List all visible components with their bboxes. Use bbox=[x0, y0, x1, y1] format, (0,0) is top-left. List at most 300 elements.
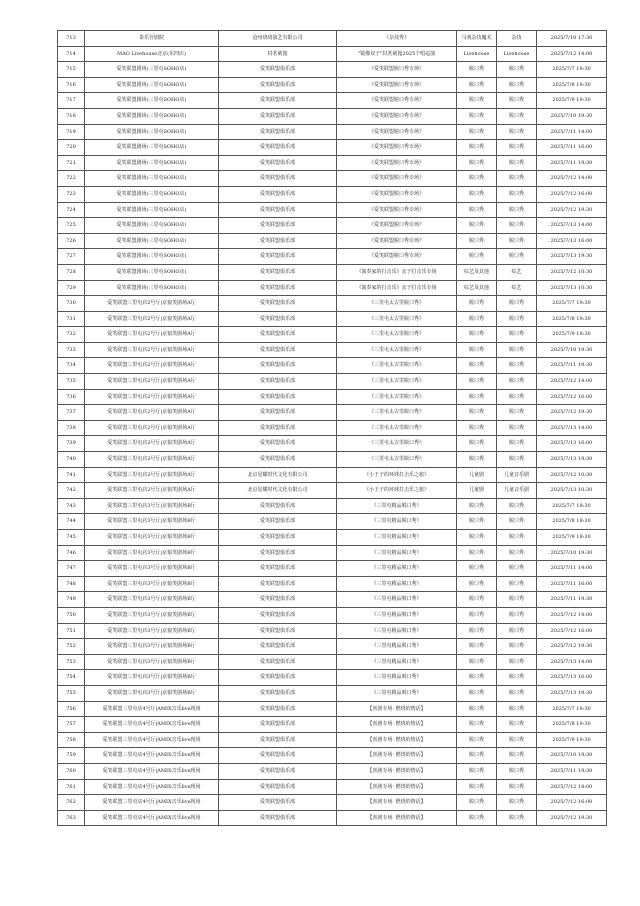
organizer-cell: 爱笑联盟俱乐部 bbox=[219, 202, 337, 218]
subcategory-cell: 杂技 bbox=[497, 31, 537, 47]
table-row bbox=[58, 405, 607, 421]
row-number-cell: 722 bbox=[58, 171, 85, 187]
show-title-cell: 《三里屯精品脱口秀》 bbox=[337, 654, 457, 670]
subcategory-cell: 脱口秀 bbox=[497, 405, 537, 421]
show-title-cell: 《爱笑联盟脱口秀专场》 bbox=[337, 124, 457, 140]
table-row bbox=[58, 296, 607, 312]
venue-cell: 爱笑联盟剧场(三里屯SOHO店) bbox=[85, 140, 219, 156]
row-number-cell: 750 bbox=[58, 607, 85, 623]
table-row bbox=[58, 701, 607, 717]
venue-cell: 爱笑联盟剧场(三里屯SOHO店) bbox=[85, 108, 219, 124]
venue-cell: 爱笑联盟三里屯店4号厅|AMIX音乐live现场 bbox=[85, 779, 219, 795]
organizer-cell: 爱笑联盟俱乐部 bbox=[219, 264, 337, 280]
row-number-cell: 730 bbox=[58, 296, 85, 312]
row-number-cell: 746 bbox=[58, 545, 85, 561]
datetime-cell: 2025/7/8 19:30 bbox=[537, 717, 607, 733]
datetime-cell: 2025/7/10 19:30 bbox=[537, 108, 607, 124]
subcategory-cell: 脱口秀 bbox=[497, 342, 537, 358]
show-title-cell: 【喜剧专场· 燃烧的情话】 bbox=[337, 779, 457, 795]
show-title-cell: 《三里屯太古里脱口秀》 bbox=[337, 358, 457, 374]
venue-cell: 爱笑联盟三里屯店2号厅|京狼笑剧场A厅 bbox=[85, 405, 219, 421]
datetime-cell: 2025/7/13 14:00 bbox=[537, 654, 607, 670]
row-number-cell: 724 bbox=[58, 202, 85, 218]
subcategory-cell: 脱口秀 bbox=[497, 186, 537, 202]
organizer-cell: 爱笑联盟俱乐部 bbox=[219, 592, 337, 608]
venue-cell: 爱笑联盟三里屯店3号厅|京狼笑剧场B厅 bbox=[85, 530, 219, 546]
show-title-cell: 《爱笑联盟脱口秀专场》 bbox=[337, 249, 457, 265]
category-cell: 脱口秀 bbox=[457, 530, 497, 546]
organizer-cell: 爱笑联盟俱乐部 bbox=[219, 763, 337, 779]
row-number-cell: 752 bbox=[58, 639, 85, 655]
venue-cell: 爱笑联盟三里屯店3号厅|京狼笑剧场B厅 bbox=[85, 654, 219, 670]
table-row bbox=[58, 233, 607, 249]
row-number-cell: 740 bbox=[58, 452, 85, 468]
venue-cell: 爱笑联盟剧场(三里屯SOHO店) bbox=[85, 124, 219, 140]
subcategory-cell: 综艺 bbox=[497, 280, 537, 296]
table-row bbox=[58, 639, 607, 655]
venue-cell: 爱笑联盟三里屯店4号厅|AMIX音乐live现场 bbox=[85, 732, 219, 748]
table-row bbox=[58, 763, 607, 779]
subcategory-cell: 脱口秀 bbox=[497, 717, 537, 733]
datetime-cell: 2025/7/12 19:30 bbox=[537, 202, 607, 218]
datetime-cell: 2025/7/9 19:30 bbox=[537, 732, 607, 748]
show-title-cell: 《三里屯太古里脱口秀》 bbox=[337, 405, 457, 421]
subcategory-cell: Livehouse bbox=[497, 46, 537, 62]
organizer-cell: 爱笑联盟俱乐部 bbox=[219, 685, 337, 701]
category-cell: 脱口秀 bbox=[457, 202, 497, 218]
category-cell: 脱口秀 bbox=[457, 327, 497, 343]
venue-cell: 爱笑联盟三里屯店3号厅|京狼笑剧场B厅 bbox=[85, 639, 219, 655]
category-cell: 脱口秀 bbox=[457, 93, 497, 109]
category-cell: 脱口秀 bbox=[457, 654, 497, 670]
venue-cell: 爱笑联盟三里屯店2号厅|京狼笑剧场A厅 bbox=[85, 436, 219, 452]
table-row bbox=[58, 280, 607, 296]
subcategory-cell: 综艺 bbox=[497, 264, 537, 280]
datetime-cell: 2025/7/13 14:00 bbox=[537, 420, 607, 436]
subcategory-cell: 脱口秀 bbox=[497, 639, 537, 655]
table-row bbox=[58, 498, 607, 514]
venue-cell: 爱笑联盟三里屯店4号厅|AMIX音乐live现场 bbox=[85, 810, 219, 826]
table-row bbox=[58, 140, 607, 156]
show-title-cell: 【喜剧专场· 燃烧的情话】 bbox=[337, 795, 457, 811]
organizer-cell: 爱笑联盟俱乐部 bbox=[219, 93, 337, 109]
subcategory-cell: 脱口秀 bbox=[497, 62, 537, 78]
subcategory-cell: 脱口秀 bbox=[497, 685, 537, 701]
show-title-cell: 《三里屯精品脱口秀》 bbox=[337, 623, 457, 639]
show-title-cell: 《爱笑联盟脱口秀专场》 bbox=[337, 77, 457, 93]
show-title-cell: 《三里屯精品脱口秀》 bbox=[337, 530, 457, 546]
show-title-cell: 《三里屯精品脱口秀》 bbox=[337, 545, 457, 561]
subcategory-cell: 脱口秀 bbox=[497, 576, 537, 592]
table-row bbox=[58, 685, 607, 701]
subcategory-cell: 脱口秀 bbox=[497, 218, 537, 234]
subcategory-cell: 脱口秀 bbox=[497, 327, 537, 343]
datetime-cell: 2025/7/11 19:30 bbox=[537, 763, 607, 779]
datetime-cell: 2025/7/8 19:30 bbox=[537, 77, 607, 93]
organizer-cell: 爱笑联盟俱乐部 bbox=[219, 155, 337, 171]
category-cell: 脱口秀 bbox=[457, 249, 497, 265]
datetime-cell: 2025/7/13 10:30 bbox=[537, 280, 607, 296]
subcategory-cell: 脱口秀 bbox=[497, 374, 537, 390]
datetime-cell: 2025/7/10 19:30 bbox=[537, 545, 607, 561]
row-number-cell: 741 bbox=[58, 467, 85, 483]
datetime-cell: 2025/7/13 16:00 bbox=[537, 233, 607, 249]
datetime-cell: 2025/7/7 19:30 bbox=[537, 701, 607, 717]
show-title-cell: 【喜剧专场· 燃烧的情话】 bbox=[337, 748, 457, 764]
show-title-cell: 《三里屯精品脱口秀》 bbox=[337, 514, 457, 530]
datetime-cell: 2025/7/12 14:00 bbox=[537, 46, 607, 62]
category-cell: 脱口秀 bbox=[457, 717, 497, 733]
row-number-cell: 745 bbox=[58, 530, 85, 546]
show-title-cell: 《爱笑联盟脱口秀专场》 bbox=[337, 171, 457, 187]
show-title-cell: 《三里屯精品脱口秀》 bbox=[337, 639, 457, 655]
organizer-cell: 爱笑联盟俱乐部 bbox=[219, 670, 337, 686]
table-row bbox=[58, 592, 607, 608]
subcategory-cell: 脱口秀 bbox=[497, 249, 537, 265]
category-cell: 综艺及其他 bbox=[457, 280, 497, 296]
row-number-cell: 727 bbox=[58, 249, 85, 265]
datetime-cell: 2025/7/12 10:30 bbox=[537, 467, 607, 483]
organizer-cell: 爱笑联盟俱乐部 bbox=[219, 374, 337, 390]
table-row bbox=[58, 810, 607, 826]
venue-cell: 泰乐宫剧院 bbox=[85, 31, 219, 47]
subcategory-cell: 脱口秀 bbox=[497, 155, 537, 171]
organizer-cell: 爱笑联盟俱乐部 bbox=[219, 607, 337, 623]
table-row bbox=[58, 420, 607, 436]
category-cell: 脱口秀 bbox=[457, 155, 497, 171]
datetime-cell: 2025/7/12 19:30 bbox=[537, 639, 607, 655]
category-cell: 脱口秀 bbox=[457, 607, 497, 623]
row-number-cell: 715 bbox=[58, 62, 85, 78]
show-title-cell: 《三里屯太古里脱口秀》 bbox=[337, 342, 457, 358]
table-row bbox=[58, 311, 607, 327]
category-cell: 脱口秀 bbox=[457, 576, 497, 592]
row-number-cell: 748 bbox=[58, 576, 85, 592]
venue-cell: 爱笑联盟三里屯店3号厅|京狼笑剧场B厅 bbox=[85, 514, 219, 530]
datetime-cell: 2025/7/11 19:30 bbox=[537, 358, 607, 374]
document-page bbox=[57, 30, 593, 826]
subcategory-cell: 脱口秀 bbox=[497, 701, 537, 717]
datetime-cell: 2025/7/7 19:30 bbox=[537, 62, 607, 78]
datetime-cell: 2025/7/10 17:30 bbox=[537, 31, 607, 47]
category-cell: 脱口秀 bbox=[457, 140, 497, 156]
organizer-cell: 爱笑联盟俱乐部 bbox=[219, 717, 337, 733]
organizer-cell: 爱笑联盟俱乐部 bbox=[219, 186, 337, 202]
venue-cell: 爱笑联盟剧场(三里屯SOHO店) bbox=[85, 233, 219, 249]
row-number-cell: 763 bbox=[58, 810, 85, 826]
datetime-cell: 2025/7/12 16:00 bbox=[537, 186, 607, 202]
row-number-cell: 718 bbox=[58, 108, 85, 124]
show-title-cell: 《爱笑联盟脱口秀专场》 bbox=[337, 155, 457, 171]
row-number-cell: 744 bbox=[58, 514, 85, 530]
show-title-cell: 《爱笑联盟脱口秀专场》 bbox=[337, 202, 457, 218]
datetime-cell: 2025/7/12 14:00 bbox=[537, 779, 607, 795]
category-cell: 脱口秀 bbox=[457, 296, 497, 312]
venue-cell: MAO Livehouse北京(东四店) bbox=[85, 46, 219, 62]
show-title-cell: 《三里屯太古里脱口秀》 bbox=[337, 374, 457, 390]
row-number-cell: 728 bbox=[58, 264, 85, 280]
organizer-cell: 爱笑联盟俱乐部 bbox=[219, 218, 337, 234]
table-row bbox=[58, 46, 607, 62]
subcategory-cell: 脱口秀 bbox=[497, 420, 537, 436]
table-body bbox=[58, 31, 607, 826]
category-cell: 脱口秀 bbox=[457, 311, 497, 327]
datetime-cell: 2025/7/13 19:30 bbox=[537, 249, 607, 265]
subcategory-cell: 脱口秀 bbox=[497, 108, 537, 124]
subcategory-cell: 脱口秀 bbox=[497, 93, 537, 109]
venue-cell: 爱笑联盟剧场(三里屯SOHO店) bbox=[85, 249, 219, 265]
table-row bbox=[58, 374, 607, 390]
datetime-cell: 2025/7/13 10:30 bbox=[537, 483, 607, 499]
datetime-cell: 2025/7/7 19:30 bbox=[537, 296, 607, 312]
category-cell: 脱口秀 bbox=[457, 420, 497, 436]
organizer-cell: 爱笑联盟俱乐部 bbox=[219, 748, 337, 764]
category-cell: 脱口秀 bbox=[457, 545, 497, 561]
category-cell: 脱口秀 bbox=[457, 810, 497, 826]
organizer-cell: 爱笑联盟俱乐部 bbox=[219, 62, 337, 78]
subcategory-cell: 脱口秀 bbox=[497, 389, 537, 405]
row-number-cell: 716 bbox=[58, 77, 85, 93]
venue-cell: 爱笑联盟三里屯店4号厅|AMIX音乐live现场 bbox=[85, 748, 219, 764]
show-title-cell: 《演奏家的打击乐》亲子打击乐专场 bbox=[337, 280, 457, 296]
row-number-cell: 743 bbox=[58, 498, 85, 514]
venue-cell: 爱笑联盟三里屯店3号厅|京狼笑剧场B厅 bbox=[85, 561, 219, 577]
row-number-cell: 729 bbox=[58, 280, 85, 296]
table-row bbox=[58, 483, 607, 499]
row-number-cell: 737 bbox=[58, 405, 85, 421]
subcategory-cell: 脱口秀 bbox=[497, 498, 537, 514]
organizer-cell: 爱笑联盟俱乐部 bbox=[219, 342, 337, 358]
table-row bbox=[58, 670, 607, 686]
row-number-cell: 754 bbox=[58, 670, 85, 686]
show-title-cell: 《三里屯精品脱口秀》 bbox=[337, 498, 457, 514]
subcategory-cell: 脱口秀 bbox=[497, 514, 537, 530]
table-row bbox=[58, 514, 607, 530]
show-title-cell: 《三里屯精品脱口秀》 bbox=[337, 561, 457, 577]
table-row bbox=[58, 795, 607, 811]
subcategory-cell: 脱口秀 bbox=[497, 561, 537, 577]
row-number-cell: 751 bbox=[58, 623, 85, 639]
subcategory-cell: 脱口秀 bbox=[497, 670, 537, 686]
row-number-cell: 731 bbox=[58, 311, 85, 327]
table-row bbox=[58, 389, 607, 405]
show-title-cell: 《三里屯太古里脱口秀》 bbox=[337, 311, 457, 327]
row-number-cell: 721 bbox=[58, 155, 85, 171]
category-cell: 脱口秀 bbox=[457, 405, 497, 421]
row-number-cell: 725 bbox=[58, 218, 85, 234]
organizer-cell: 爱笑联盟俱乐部 bbox=[219, 311, 337, 327]
table-row bbox=[58, 561, 607, 577]
row-number-cell: 759 bbox=[58, 748, 85, 764]
organizer-cell: 爱笑联盟俱乐部 bbox=[219, 405, 337, 421]
category-cell: 脱口秀 bbox=[457, 436, 497, 452]
subcategory-cell: 脱口秀 bbox=[497, 233, 537, 249]
subcategory-cell: 脱口秀 bbox=[497, 311, 537, 327]
datetime-cell: 2025/7/12 16:00 bbox=[537, 795, 607, 811]
organizer-cell: 爱笑联盟俱乐部 bbox=[219, 124, 337, 140]
subcategory-cell: 脱口秀 bbox=[497, 545, 537, 561]
category-cell: 脱口秀 bbox=[457, 763, 497, 779]
subcategory-cell: 脱口秀 bbox=[497, 436, 537, 452]
category-cell: 脱口秀 bbox=[457, 108, 497, 124]
venue-cell: 爱笑联盟剧场(三里屯SOHO店) bbox=[85, 62, 219, 78]
show-title-cell: 《三里屯太古里脱口秀》 bbox=[337, 436, 457, 452]
category-cell: 脱口秀 bbox=[457, 374, 497, 390]
row-number-cell: 758 bbox=[58, 732, 85, 748]
table-row bbox=[58, 77, 607, 93]
datetime-cell: 2025/7/12 16:00 bbox=[537, 389, 607, 405]
venue-cell: 爱笑联盟三里屯店4号厅|AMIX音乐live现场 bbox=[85, 763, 219, 779]
organizer-cell: 爱笑联盟俱乐部 bbox=[219, 233, 337, 249]
datetime-cell: 2025/7/11 19:30 bbox=[537, 592, 607, 608]
datetime-cell: 2025/7/12 14:00 bbox=[537, 607, 607, 623]
show-title-cell: 【喜剧专场· 燃烧的情话】 bbox=[337, 732, 457, 748]
row-number-cell: 761 bbox=[58, 779, 85, 795]
category-cell: 脱口秀 bbox=[457, 218, 497, 234]
show-title-cell: 《三里屯精品脱口秀》 bbox=[337, 592, 457, 608]
row-number-cell: 762 bbox=[58, 795, 85, 811]
category-cell: 脱口秀 bbox=[457, 561, 497, 577]
venue-cell: 爱笑联盟剧场(三里屯SOHO店) bbox=[85, 280, 219, 296]
show-title-cell: 《三里屯精品脱口秀》 bbox=[337, 685, 457, 701]
table-row bbox=[58, 264, 607, 280]
organizer-cell: 爱笑联盟俱乐部 bbox=[219, 623, 337, 639]
category-cell: 脱口秀 bbox=[457, 124, 497, 140]
subcategory-cell: 儿童音乐剧 bbox=[497, 483, 537, 499]
category-cell: 脱口秀 bbox=[457, 186, 497, 202]
datetime-cell: 2025/7/13 14:00 bbox=[537, 218, 607, 234]
table-row bbox=[58, 358, 607, 374]
organizer-cell: 爱笑联盟俱乐部 bbox=[219, 108, 337, 124]
venue-cell: 爱笑联盟剧场(三里屯SOHO店) bbox=[85, 155, 219, 171]
organizer-cell: 爱笑联盟俱乐部 bbox=[219, 280, 337, 296]
organizer-cell: 爱笑联盟俱乐部 bbox=[219, 639, 337, 655]
organizer-cell: 爱笑联盟俱乐部 bbox=[219, 576, 337, 592]
venue-cell: 爱笑联盟剧场(三里屯SOHO店) bbox=[85, 171, 219, 187]
venue-cell: 爱笑联盟三里屯店2号厅|京狼笑剧场A厅 bbox=[85, 342, 219, 358]
show-title-cell: 【喜剧专场· 燃烧的情话】 bbox=[337, 810, 457, 826]
datetime-cell: 2025/7/12 10:30 bbox=[537, 264, 607, 280]
datetime-cell: 2025/7/9 19:30 bbox=[537, 327, 607, 343]
table-row bbox=[58, 202, 607, 218]
category-cell: 儿童剧 bbox=[457, 483, 497, 499]
organizer-cell: 爱笑联盟俱乐部 bbox=[219, 140, 337, 156]
category-cell: 脱口秀 bbox=[457, 358, 497, 374]
show-title-cell: 《杂技秀》 bbox=[337, 31, 457, 47]
datetime-cell: 2025/7/11 16:00 bbox=[537, 576, 607, 592]
row-number-cell: 717 bbox=[58, 93, 85, 109]
category-cell: 脱口秀 bbox=[457, 342, 497, 358]
table-row bbox=[58, 171, 607, 187]
organizer-cell: 爱笑联盟俱乐部 bbox=[219, 296, 337, 312]
category-cell: 脱口秀 bbox=[457, 748, 497, 764]
organizer-cell: 爱笑联盟俱乐部 bbox=[219, 77, 337, 93]
show-title-cell: 《三里屯太古里脱口秀》 bbox=[337, 296, 457, 312]
subcategory-cell: 脱口秀 bbox=[497, 607, 537, 623]
subcategory-cell: 脱口秀 bbox=[497, 623, 537, 639]
show-title-cell: 【喜剧专场· 燃烧的情话】 bbox=[337, 763, 457, 779]
datetime-cell: 2025/7/9 19:30 bbox=[537, 93, 607, 109]
row-number-cell: 760 bbox=[58, 763, 85, 779]
performance-table bbox=[57, 30, 607, 826]
category-cell: 脱口秀 bbox=[457, 514, 497, 530]
category-cell: 脱口秀 bbox=[457, 639, 497, 655]
subcategory-cell: 脱口秀 bbox=[497, 77, 537, 93]
category-cell: 脱口秀 bbox=[457, 498, 497, 514]
organizer-cell: 北京星耀时代文化有限公司 bbox=[219, 483, 337, 499]
row-number-cell: 753 bbox=[58, 654, 85, 670]
venue-cell: 爱笑联盟三里屯店2号厅|京狼笑剧场A厅 bbox=[85, 467, 219, 483]
row-number-cell: 735 bbox=[58, 374, 85, 390]
category-cell: 脱口秀 bbox=[457, 732, 497, 748]
show-title-cell: 《小王子的环球打击乐之旅》 bbox=[337, 483, 457, 499]
subcategory-cell: 脱口秀 bbox=[497, 592, 537, 608]
row-number-cell: 726 bbox=[58, 233, 85, 249]
table-row bbox=[58, 155, 607, 171]
venue-cell: 爱笑联盟剧场(三里屯SOHO店) bbox=[85, 202, 219, 218]
table-row bbox=[58, 124, 607, 140]
table-row bbox=[58, 717, 607, 733]
venue-cell: 爱笑联盟三里屯店3号厅|京狼笑剧场B厅 bbox=[85, 685, 219, 701]
show-title-cell: 《小王子的环球打击乐之旅》 bbox=[337, 467, 457, 483]
show-title-cell: 《爱笑联盟脱口秀专场》 bbox=[337, 233, 457, 249]
show-title-cell: 《爱笑联盟脱口秀专场》 bbox=[337, 140, 457, 156]
datetime-cell: 2025/7/10 19:30 bbox=[537, 748, 607, 764]
organizer-cell: 爱笑联盟俱乐部 bbox=[219, 389, 337, 405]
venue-cell: 爱笑联盟三里屯店2号厅|京狼笑剧场A厅 bbox=[85, 483, 219, 499]
subcategory-cell: 脱口秀 bbox=[497, 124, 537, 140]
table-row bbox=[58, 218, 607, 234]
show-title-cell: 《三里屯太古里脱口秀》 bbox=[337, 389, 457, 405]
subcategory-cell: 脱口秀 bbox=[497, 732, 537, 748]
organizer-cell: 爱笑联盟俱乐部 bbox=[219, 701, 337, 717]
venue-cell: 爱笑联盟三里屯店2号厅|京狼笑剧场A厅 bbox=[85, 374, 219, 390]
subcategory-cell: 儿童音乐剧 bbox=[497, 467, 537, 483]
category-cell: 脱口秀 bbox=[457, 452, 497, 468]
datetime-cell: 2025/7/11 16:00 bbox=[537, 140, 607, 156]
organizer-cell: 爱笑联盟俱乐部 bbox=[219, 171, 337, 187]
venue-cell: 爱笑联盟剧场(三里屯SOHO店) bbox=[85, 264, 219, 280]
subcategory-cell: 脱口秀 bbox=[497, 202, 537, 218]
table-row bbox=[58, 452, 607, 468]
venue-cell: 爱笑联盟剧场(三里屯SOHO店) bbox=[85, 77, 219, 93]
venue-cell: 爱笑联盟三里屯店2号厅|京狼笑剧场A厅 bbox=[85, 452, 219, 468]
show-title-cell: 《三里屯精品脱口秀》 bbox=[337, 607, 457, 623]
subcategory-cell: 脱口秀 bbox=[497, 140, 537, 156]
venue-cell: 爱笑联盟三里屯店2号厅|京狼笑剧场A厅 bbox=[85, 296, 219, 312]
organizer-cell: 爱笑联盟俱乐部 bbox=[219, 810, 337, 826]
organizer-cell: 爱笑联盟俱乐部 bbox=[219, 530, 337, 546]
category-cell: 脱口秀 bbox=[457, 685, 497, 701]
category-cell: 脱口秀 bbox=[457, 77, 497, 93]
subcategory-cell: 脱口秀 bbox=[497, 171, 537, 187]
datetime-cell: 2025/7/8 19:30 bbox=[537, 514, 607, 530]
datetime-cell: 2025/7/8 19:30 bbox=[537, 311, 607, 327]
table-row bbox=[58, 607, 607, 623]
organizer-cell: 爱笑联盟俱乐部 bbox=[219, 327, 337, 343]
datetime-cell: 2025/7/12 19:30 bbox=[537, 810, 607, 826]
subcategory-cell: 脱口秀 bbox=[497, 795, 537, 811]
table-row bbox=[58, 530, 607, 546]
venue-cell: 爱笑联盟剧场(三里屯SOHO店) bbox=[85, 186, 219, 202]
category-cell: 脱口秀 bbox=[457, 233, 497, 249]
table-row bbox=[58, 436, 607, 452]
row-number-cell: 714 bbox=[58, 46, 85, 62]
datetime-cell: 2025/7/12 14:00 bbox=[537, 374, 607, 390]
table-row bbox=[58, 249, 607, 265]
category-cell: 脱口秀 bbox=[457, 62, 497, 78]
row-number-cell: 720 bbox=[58, 140, 85, 156]
